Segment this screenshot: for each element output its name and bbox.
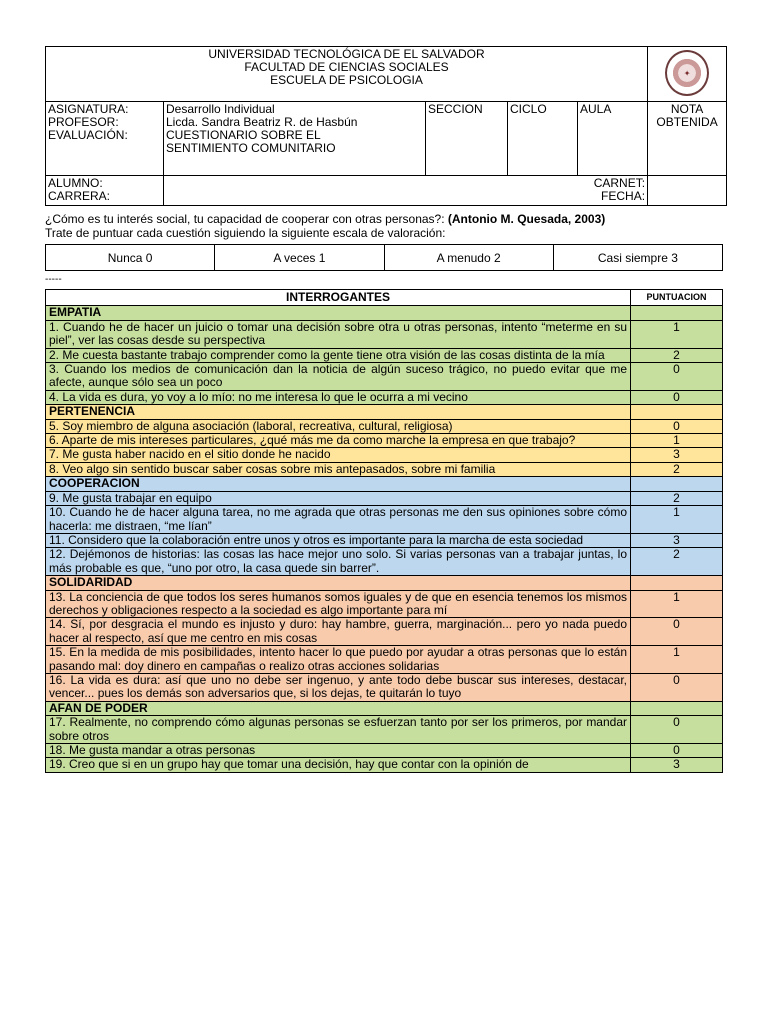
question-text: 14. Sí, por desgracia el mundo es injusto y duro: hay hambre, guerra, marginación... pero yo nada puedo hacer al respecto, así que me centro en mis cosas (46, 618, 631, 646)
section-title: SOLIDARIDAD (46, 576, 631, 590)
question-text: 13. La conciencia de que todos los seres humanos somos iguales y de que en esencia tenemos los mismos derechos y obligaciones respecto a la sociedad es algo importante para mí (46, 590, 631, 618)
section-score-blank (631, 405, 723, 419)
nota-label-1: NOTA (670, 102, 704, 116)
question-text: 15. En la medida de mis posibilidades, intento hacer lo que puedo por ayudar a otras personas que lo están pasando mal: doy dinero en campañas o realizo otras acciones solidarias (46, 646, 631, 674)
question-text: ¿Cómo es tu interés social, tu capacidad de cooperar con otras personas?: (45, 212, 448, 226)
score-cell[interactable]: 0 (631, 673, 723, 701)
question-row (46, 320, 723, 348)
question-text: 16. La vida es dura: así que uno no debe ser ingenuo, y ante todo debe buscar sus intereses, destacar, vencer... pues los demás son adversarios que, si los dejas, te quitarán lo tuyo (46, 673, 631, 701)
question-text: 17. Realmente, no comprendo cómo algunas personas se esfuerzan tanto por ser los primeros, por mandar sobre otros (46, 716, 631, 744)
score-cell[interactable]: 1 (631, 590, 723, 618)
score-cell[interactable]: 2 (631, 548, 723, 576)
nota-label-2: OBTENIDA (656, 115, 718, 129)
score-cell[interactable]: 3 (631, 448, 723, 462)
value-evaluacion-1: CUESTIONARIO SOBRE EL (166, 128, 321, 142)
scale-option: Nunca 0 (46, 245, 215, 271)
question-row (46, 491, 723, 505)
question-row (46, 716, 723, 744)
label-alumno: ALUMNO: (48, 176, 103, 190)
score-cell[interactable]: 0 (631, 390, 723, 404)
question-row (46, 434, 723, 448)
score-cell[interactable]: 3 (631, 758, 723, 772)
header-table (45, 46, 727, 206)
institution-block (46, 47, 648, 102)
intro-question (45, 212, 735, 226)
section-title: PERTENENCIA (46, 405, 631, 419)
question-text: 5. Soy miembro de alguna asociación (laboral, recreativa, cultural, religiosa) (46, 419, 631, 433)
ciclo-cell: CICLO (508, 102, 578, 176)
question-text: 7. Me gusta haber nacido en el sitio donde he nacido (46, 448, 631, 462)
section-score-blank (631, 576, 723, 590)
separator-dashes: ----- (45, 274, 62, 285)
question-text: 18. Me gusta mandar a otras personas (46, 744, 631, 758)
label-fecha: FECHA: (601, 189, 646, 203)
author-citation: (Antonio M. Quesada, 2003) (447, 212, 606, 226)
label-asignatura: ASIGNATURA: (48, 102, 129, 116)
scale-option: Casi siempre 3 (553, 245, 722, 271)
question-text: 12. Dejémonos de historias: las cosas las hace mejor uno solo. Si varias personas van a trabajar juntas, lo más probable es que, “uno por otro, la casa quede sin barrer”. (46, 548, 631, 576)
score-cell[interactable]: 1 (631, 506, 723, 534)
score-cell[interactable]: 3 (631, 533, 723, 547)
section-title: AFAN DE PODER (46, 701, 631, 715)
score-cell[interactable]: 0 (631, 744, 723, 758)
section-score-blank (631, 306, 723, 320)
question-row (46, 618, 723, 646)
question-row (46, 448, 723, 462)
question-text: 11. Considero que la colaboración entre unos y otros es importante para la marcha de esta sociedad (46, 533, 631, 547)
student-fields[interactable] (164, 176, 648, 206)
aula-cell: AULA (578, 102, 648, 176)
field-values (164, 102, 426, 176)
section-title: COOPERACION (46, 477, 631, 491)
seccion-cell: SECCION (426, 102, 508, 176)
university-name: UNIVERSIDAD TECNOLÓGICA DE EL SALVADOR (208, 47, 485, 61)
student-labels (46, 176, 164, 206)
score-cell[interactable]: 2 (631, 491, 723, 505)
section-score-blank (631, 477, 723, 491)
section-row (46, 306, 723, 320)
seal-cell (648, 47, 727, 102)
question-row (46, 646, 723, 674)
section-row (46, 701, 723, 715)
question-row (46, 363, 723, 391)
question-row (46, 348, 723, 362)
question-row (46, 419, 723, 433)
question-row (46, 744, 723, 758)
faculty-name: FACULTAD DE CIENCIAS SOCIALES (244, 60, 449, 74)
questionnaire-table (45, 289, 723, 773)
question-row (46, 506, 723, 534)
score-cell[interactable]: 1 (631, 434, 723, 448)
carnet-fecha-value[interactable] (648, 176, 727, 206)
question-row (46, 673, 723, 701)
scale-option: A menudo 2 (384, 245, 553, 271)
value-profesor: Licda. Sandra Beatriz R. de Hasbún (166, 115, 358, 129)
school-name: ESCUELA DE PSICOLOGIA (270, 73, 423, 87)
section-title: EMPATIA (46, 306, 631, 320)
university-seal-icon: ✦ (665, 50, 709, 96)
question-row (46, 590, 723, 618)
question-text: 2. Me cuesta bastante trabajo comprender como la gente tiene otra visión de las cosas distinta de la mía (46, 348, 631, 362)
label-carnet: CARNET: (593, 176, 646, 190)
score-cell[interactable]: 1 (631, 320, 723, 348)
question-row (46, 533, 723, 547)
score-cell[interactable]: 0 (631, 419, 723, 433)
score-cell[interactable]: 2 (631, 462, 723, 476)
value-evaluacion-2: SENTIMIENTO COMUNITARIO (166, 141, 336, 155)
col-header-questions: INTERROGANTES (46, 290, 631, 306)
score-cell[interactable]: 2 (631, 348, 723, 362)
question-text: 8. Veo algo sin sentido buscar saber cosas sobre mis antepasados, sobre mi familia (46, 462, 631, 476)
score-cell[interactable]: 0 (631, 716, 723, 744)
score-cell[interactable]: 0 (631, 618, 723, 646)
intro-instruction: Trate de puntuar cada cuestión siguiendo la siguiente escala de valoración: (45, 226, 446, 240)
question-text: 6. Aparte de mis intereses particulares, ¿qué más me da como marche la empresa en que trabajo? (46, 434, 631, 448)
question-row (46, 462, 723, 476)
field-labels (46, 102, 164, 176)
question-text: 1. Cuando he de hacer un juicio o tomar una decisión sobre otra u otras personas, intento “meterme en su piel”, ver las cosas desde su perspectiva (46, 320, 631, 348)
instructions (45, 212, 735, 240)
question-row (46, 390, 723, 404)
question-text: 19. Creo que si en un grupo hay que tomar una decisión, hay que contar con la opinión de (46, 758, 631, 772)
label-evaluacion: EVALUACIÓN: (48, 128, 128, 142)
col-header-score: PUNTUACION (631, 290, 723, 306)
question-text: 3. Cuando los medios de comunicación dan la noticia de algún suceso trágico, no puedo evitar que me afecte, aunque sólo sea un poco (46, 363, 631, 391)
question-text: 9. Me gusta trabajar en equipo (46, 491, 631, 505)
question-row (46, 758, 723, 772)
question-text: 10. Cuando he de hacer alguna tarea, no me agrada que otras personas me den sus opiniones sobre cómo hacerla: me distraen, “me lían” (46, 506, 631, 534)
question-row (46, 548, 723, 576)
label-carrera: CARRERA: (48, 189, 111, 203)
label-profesor: PROFESOR: (48, 115, 119, 129)
score-cell[interactable]: 0 (631, 363, 723, 391)
value-asignatura: Desarrollo Individual (166, 102, 275, 116)
rating-scale (45, 244, 723, 271)
section-score-blank (631, 701, 723, 715)
nota-cell (648, 102, 727, 176)
scale-option: A veces 1 (215, 245, 384, 271)
section-row (46, 405, 723, 419)
section-row (46, 576, 723, 590)
question-text: 4. La vida es dura, yo voy a lo mío: no me interesa lo que le ocurra a mi vecino (46, 390, 631, 404)
score-cell[interactable]: 1 (631, 646, 723, 674)
section-row (46, 477, 723, 491)
